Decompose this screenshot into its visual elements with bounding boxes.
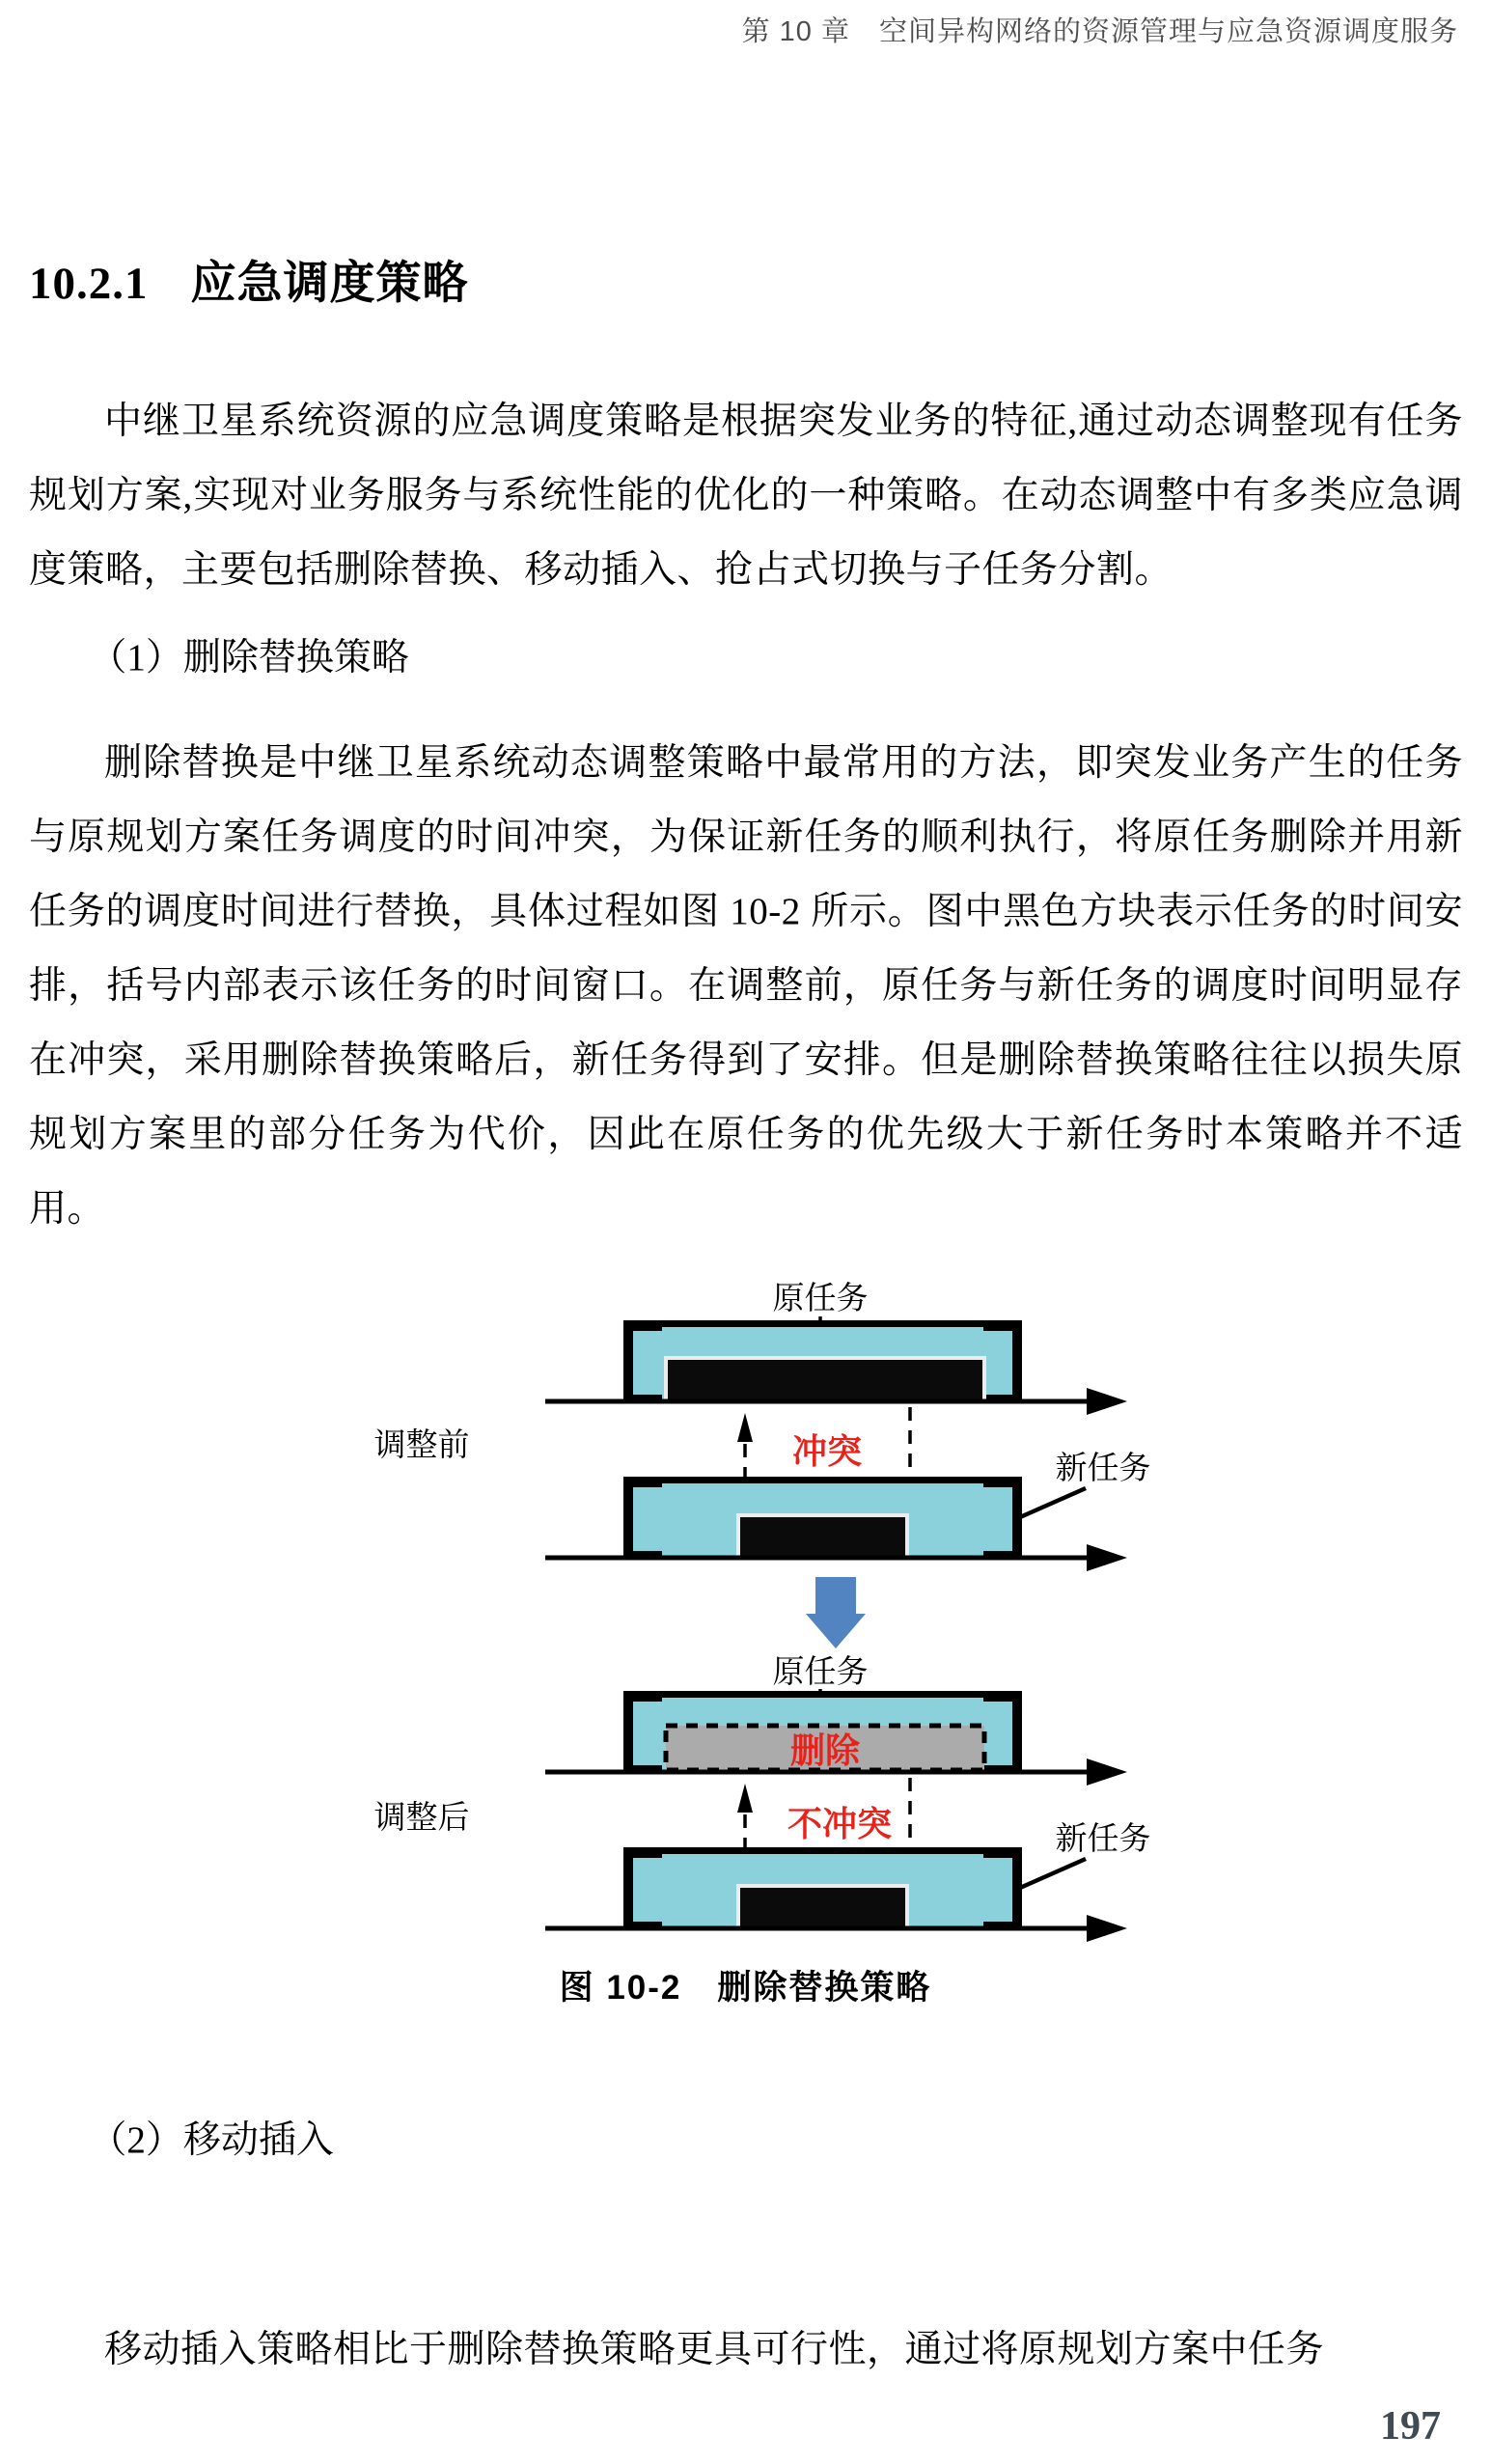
time-window-1-left-bracket: [623, 1320, 633, 1401]
conflict-up-arrowhead: [737, 1413, 753, 1442]
time-window-2-left-bracket: [623, 1477, 633, 1558]
original-task-block: [666, 1358, 984, 1401]
figure-caption: 图 10-2 删除替换策略: [559, 1969, 932, 2007]
timeline-1-arrowhead: [1087, 1388, 1127, 1415]
time-window-1-top-border: [623, 1320, 1022, 1327]
bracket-tab: [623, 1847, 662, 1858]
transition-arrow-head: [806, 1614, 866, 1648]
conflict-label: 冲突: [791, 1432, 863, 1471]
timeline-3-arrowhead: [1087, 1758, 1127, 1786]
running-header: 第 10 章 空间异构网络的资源管理与应急资源调度服务: [741, 16, 1458, 47]
new-task-label-bottom: 新任务: [1055, 1822, 1151, 1857]
bracket-tab: [983, 1477, 1022, 1487]
after-adjust-label: 调整后: [373, 1801, 470, 1836]
bracket-tab: [623, 1691, 662, 1702]
time-window-3-left-bracket: [623, 1691, 633, 1772]
new-task-block-after: [738, 1886, 907, 1928]
timeline-4-arrowhead: [1087, 1915, 1127, 1942]
time-window-4-left-bracket: [623, 1847, 633, 1928]
time-window-1-right-bracket: [1012, 1320, 1022, 1401]
time-window-2-top-border: [623, 1477, 1022, 1483]
section-title: 应急调度策略: [190, 257, 469, 308]
time-window-4-top-border: [623, 1847, 1022, 1854]
bracket-tab: [983, 1691, 1022, 1702]
original-task-label-top: 原任务: [772, 1282, 869, 1316]
no-conflict-up-arrowhead: [737, 1784, 753, 1813]
section-heading: [29, 247, 469, 312]
no-conflict-label: 不冲突: [787, 1805, 893, 1843]
bracket-tab: [623, 1477, 662, 1487]
bracket-tab: [623, 1320, 662, 1331]
delete-replace-diagram: [0, 1272, 1491, 1948]
paragraph-move-insert: 移动插入策略相比于删除替换策略更具可行性，通过将原规划方案中任务: [104, 2329, 1325, 2370]
time-window-2-right-bracket: [1012, 1477, 1022, 1558]
new-task-label-top: 新任务: [1055, 1452, 1151, 1486]
before-adjust-label: 调整前: [373, 1428, 470, 1463]
new-task-block: [738, 1515, 907, 1558]
bracket-tab: [983, 1320, 1022, 1331]
time-window-3-top-border: [623, 1691, 1022, 1698]
time-window-3-right-bracket: [1012, 1691, 1022, 1772]
list-item-2-move-insert: （2）移动插入: [89, 2119, 334, 2161]
list-item-1-delete-replace: （1）删除替换策略: [89, 637, 409, 678]
original-task-label-bottom: 原任务: [772, 1655, 869, 1690]
figure-10-2: [0, 1272, 1491, 1948]
time-window-4-right-bracket: [1012, 1847, 1022, 1928]
delete-label: 删除: [789, 1731, 861, 1770]
bracket-tab: [983, 1847, 1022, 1858]
page-number: 197: [1380, 2404, 1441, 2449]
paragraph-intro: 中继卫星系统资源的应急调度策略是根据突发业务的特征,通过动态调整现有任务规划方案,实现对业务服务与系统性能的优化的一种策略。在动态调整中有多类应急调度策略，主要包括删除替换、移动插入、抢占式切换与子任务分割。: [29, 401, 1463, 591]
transition-arrow-shaft: [815, 1577, 856, 1614]
section-number: 10.2.1: [29, 259, 149, 309]
paragraph-delete-replace: 删除替换是中继卫星系统动态调整策略中最常用的方法，即突发业务产生的任务与原规划方案任务调度的时间冲突，为保证新任务的顺利执行，将原任务删除并用新任务的调度时间进行替换，具体过程如图 10-2 所示。图中黑色方块表示任务的时间安排，括号内部表示该任务的时间窗口。在调整前，原任务与新任务的调度时间明显存在冲突，采用删除替换策略后，新任务得到了安排。但是删除替换策略往往以损失原规划方案里的部分任务为代价，因此在原任务的优先级大于新任务时本策略并不适用。: [29, 742, 1463, 1230]
timeline-2-arrowhead: [1087, 1544, 1127, 1571]
